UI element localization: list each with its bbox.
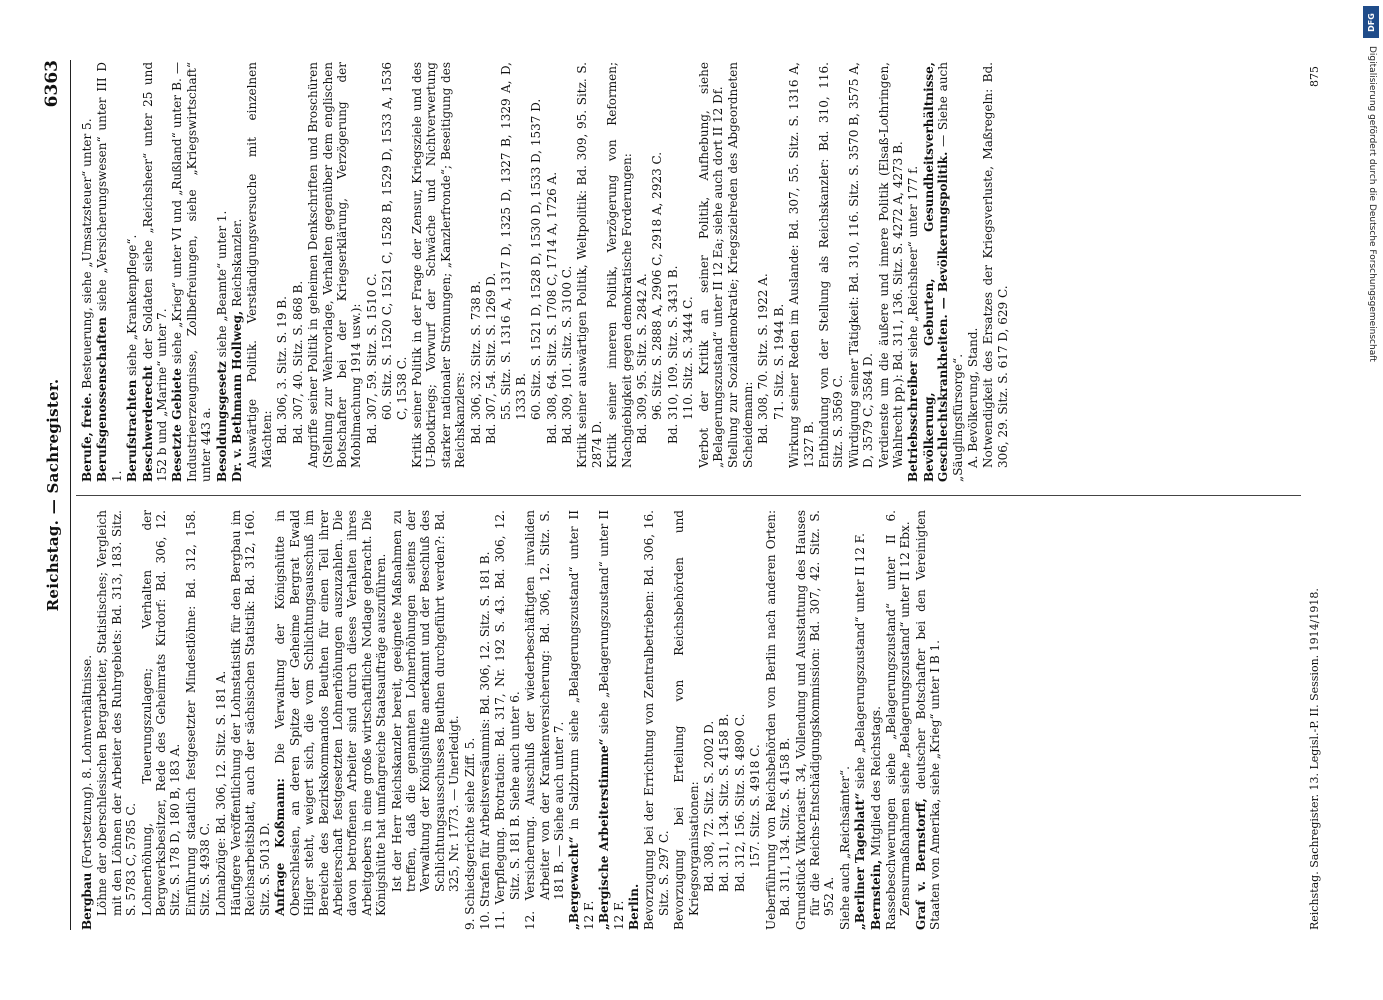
dfg-logo-text: DFG (1366, 12, 1376, 32)
entry-text: Ueberführung von Reichsbehörden von Berlin nach anderen Orten: Bd. 311, 134. Sitz. S. 4158 B. (763, 510, 793, 930)
entry-text: Lohnabzüge: Bd. 306, 12. Sitz. S. 181 A. (213, 670, 228, 916)
index-entry (717, 510, 731, 930)
entry-text: Ist der Herr Reichskanzler bereit, geeignete Maßnahmen zu treffen, daß die genannten Lohnerhöhungen seitens der Verwaltung der Königshütte anerkannt und der Beschluß des Schlichtungsausschusses Beuthen durchgeführt werden?: Bd. 325, Nr. 1773. — Unerledigt. (389, 510, 462, 892)
index-entry (702, 510, 716, 930)
index-entry (275, 62, 289, 482)
entry-keyword: „Berliner Tageblatt“ (853, 792, 868, 930)
entry-text: siehe „Versicherungswesen“ unter III D 1. (95, 62, 124, 482)
index-entry (184, 510, 213, 930)
entry-text: Kritik seiner Politik in der Frage der Zensur, Kriegsziele und des U-Bootkriegs; Vorwurf der Schwäche und Nichtverwertung starker nationaler Strömungen; „Kanzlerfronde“; Beseitigung des Reichskanzlers: (409, 62, 468, 468)
entry-text: 60. Sitz. S. 1521 D, 1528 D, 1530 D, 1533 D, 1537 D. (529, 98, 544, 420)
column-divider (76, 495, 1301, 496)
entry-text: Die Verwaltung der Königshütte in Oberschlesien, an deren Spitze der Geheime Bergrat Ewald Hilger steht, weigert sich, die vom Schlichtungsausschuß im Bereiche des Bezirkskommandos Beuthen für einen Teil ihrer Arbeiterschaft festgesetzten Lohnerhöhungen auszuzahlen. Die davon betroffenen Arbeiter sind durch dieses Verhalten ihres Arbeitgebers in eine große wirtschaftliche Notlage gebracht. Die Königshütte hat umfangreiche Staatsaufträge auszuführen. (273, 510, 389, 916)
index-entry (390, 510, 462, 930)
entry-text: Einführung staatlich festgesetzter Mindestlöhne: Bd. 312, 158. Sitz. S. 4938 C. (183, 510, 213, 916)
entry-text: Notwendigkeit des Ersatzes der Kriegsverluste, Maßregeln: Bd. 306, 29. Sitz. S. 617 D, 629 C. (981, 62, 1010, 468)
entry-text: Bd. 307, 54. Sitz. S. 1269 D. (483, 272, 498, 444)
index-entry (125, 62, 139, 482)
index-entry (523, 510, 566, 930)
entry-text: 60. Sitz. S. 1520 C, 1521 C, 1528 B, 1529 D, 1533 A, 1536 C, 1538 C. (380, 62, 409, 420)
index-entry (605, 62, 634, 482)
entry-text: Bd. 312, 156. Sitz. S. 4890 C. (732, 713, 747, 892)
entry-text: Auswärtige Politik. Verständigungsversuche mit einzelnen Mächten: (245, 62, 274, 468)
entry-text: siehe „Belagerungszustand“ unter II 12 F. (597, 510, 626, 930)
left-column (80, 510, 944, 930)
entry-keyword: Betriebsschreiber (906, 361, 921, 482)
entry-keyword: Berufsgenossenschaften (95, 317, 110, 482)
running-title: Reichstag. — Sachregister. (44, 378, 62, 612)
entry-text: Bd. 307, 40. Sitz. S. 868 B. (290, 280, 305, 444)
entry-text: Bd. 308, 72. Sitz. S. 2002 D. (702, 720, 717, 892)
footer-series: Reichstag. Sachregister. 13. Legisl.-P. II. Session. 1914/1918. (1308, 588, 1321, 930)
entry-keyword: Graf v. Bernstorff, (913, 798, 928, 930)
index-entry (906, 62, 920, 482)
index-entry (484, 62, 498, 482)
entry-text: Kritik seiner auswärtigen Politik, Weltpolitik: Bd. 309, 95. Sitz. S. 2874 D. (575, 62, 604, 468)
entry-text: Mitglied des Reichstags. (868, 706, 883, 860)
index-entry (575, 62, 604, 482)
entry-text: Bd. 306, 3. Sitz. S. 19 B. (275, 296, 290, 444)
index-entry (80, 62, 94, 482)
entry-keyword: Berufe, freie. (80, 392, 94, 482)
index-entry (981, 62, 1010, 482)
entry-text: siehe „Krankenpflege“. (125, 234, 140, 380)
entry-text: Siehe auch „Reichsämter“. (837, 766, 852, 930)
entry-text: siehe „Krieg“ unter VI und „Rußland“ unter B. — Industrieerzeugnisse, Zollbefreiungen, siehe „Kriegswirtschaft“ unter 443 a. (170, 62, 214, 482)
entry-keyword: Besoldungsgesetz (214, 361, 229, 482)
entry-text: 10. Strafen für Arbeitsversäumnis: Bd. 306, 12. Sitz. S. 181 B. (477, 551, 492, 930)
index-entry (529, 62, 543, 482)
entry-text: Bevorzugung bei Erteilung von Reichsbehörden und Kriegsorganisationen: (672, 510, 701, 930)
dfg-margin-strip (1363, 6, 1379, 991)
entry-text: Bd. 307, 59. Sitz. S. 1510 C. (364, 273, 379, 444)
index-entry (493, 510, 522, 930)
index-entry (772, 62, 786, 482)
index-entry (748, 510, 762, 930)
entry-text: 12. Versicherung. Ausschluß der wiederbeschäftigten invaliden Arbeiter von der Krankenversicherung: Bd. 306, 12. Sitz. S. 181 B. — Siehe auch unter 7. (523, 510, 566, 930)
index-entry (922, 62, 965, 482)
index-entry (847, 62, 876, 482)
index-entry (215, 62, 229, 482)
entry-keyword: Bergbau (80, 872, 94, 930)
entry-text: Bd. 306, 32. Sitz. S. 738 B. (468, 280, 483, 444)
index-entry (80, 510, 94, 930)
index-entry (95, 510, 138, 930)
index-entry (499, 62, 528, 482)
entry-text: Wirkung seiner Reden im Auslande: Bd. 307, 55. Sitz. S. 1316 A, 1327 B. (787, 62, 816, 468)
index-entry (170, 62, 213, 482)
entry-keyword: „Bergische Arbeiterstimme“ (597, 738, 612, 930)
page-header (40, 60, 68, 930)
footer-number: 875 (1308, 66, 1321, 87)
entry-keyword: Anfrage Koßmann: (273, 778, 288, 916)
entry-keyword: Beschwerderecht (140, 365, 155, 482)
index-entry (756, 62, 770, 482)
index-entry (635, 62, 649, 482)
entry-text: — Siehe auch „Säuglingsfürsorge“. (936, 62, 965, 482)
index-entry (597, 510, 626, 930)
index-entry (672, 510, 701, 930)
index-entry (229, 510, 272, 930)
index-entry (787, 62, 816, 482)
entry-text: Grundstück Viktoriastr. 34, Vollendung und Ausstattung des Hauses für die Reichs-Entschädigungskommission: Bd. 307, 42. Sitz. S. 952 A. (793, 510, 837, 930)
entry-text: Häufigere Veröffentlichung der Lohnstatistik für den Bergbau im Reichsarbeitsblatt, auch der sächsischen Statistik: Bd. 312, 160. Sitz. S. 5013 D. (229, 510, 272, 916)
index-entry (817, 62, 846, 482)
entry-text: siehe „Beamte“ unter 1. (214, 210, 229, 362)
page-content (40, 60, 1330, 930)
index-entry (463, 510, 477, 930)
index-entry (733, 510, 747, 930)
entry-text: Bd. 310, 109. Sitz. S. 3431 B. (665, 265, 680, 444)
index-entry (380, 62, 409, 482)
header-rule (70, 60, 71, 930)
index-entry (140, 510, 183, 930)
index-entry (469, 62, 483, 482)
index-entry (884, 510, 913, 930)
index-entry (478, 510, 492, 930)
index-entry (853, 510, 867, 930)
entry-text: Verbot der Kritik an seiner Politik, Aufhebung, siehe „Belagerungszustand“ unter II 12 Ea; siehe auch dort II 12 Df. (696, 62, 726, 468)
index-entry (365, 62, 379, 482)
index-entry (764, 510, 793, 930)
index-entry (306, 62, 364, 482)
entry-keyword: „Bergewacht“ (567, 836, 582, 930)
entry-text: Würdigung seiner Tätigkeit: Bd. 310, 116. Sitz. S. 3570 B, 3575 A, D, 3579 C, 3584 D. (846, 62, 876, 468)
index-entry (627, 510, 641, 930)
entry-text: siehe „Reichsheer“ unter 177 f. (906, 165, 921, 362)
entry-text: Stellung zur Sozialdemokratie; Kriegszielreden des Abgeordneten Scheidemann: (726, 62, 755, 468)
index-entry (95, 62, 124, 482)
index-entry (666, 62, 680, 482)
entry-keyword: Bevölkerung, Geburten, Gesundheitsverhältnisse, Geschlechtskrankheiten. — Bevölkerungspolitik. (921, 62, 951, 482)
entry-text: Entbindung von der Stellung als Reichskanzler: Bd. 310, 116. Sitz. S. 3569 C. (816, 62, 846, 468)
entry-keyword: Berlin. (627, 883, 642, 930)
index-entry (291, 62, 305, 482)
entry-text: A. Bevölkerung, Stand. (965, 327, 980, 468)
index-entry (966, 62, 980, 482)
entry-keyword: Berufstrachten (125, 379, 140, 482)
index-entry (545, 62, 559, 482)
page-number: 6363 (42, 60, 62, 108)
index-entry (214, 510, 228, 930)
index-entry (794, 510, 837, 930)
entry-text: siehe „Belagerungszustand“ unter II 12 F. (853, 533, 868, 793)
index-entry (681, 62, 695, 482)
index-entry (726, 62, 755, 482)
entry-text: der Soldaten siehe „Reichsheer“ unter 25 und 152 b und „Marine“ unter 7. (140, 62, 170, 482)
entry-text: 157. Sitz. S. 4918 C. (748, 744, 763, 868)
entry-text: 11. Verpflegung. Brotration: Bd. 317, Nr. 192 S. 43. Bd. 306, 12. Sitz. S. 181 B. Siehe auch unter 6. (493, 510, 522, 930)
entry-keyword: Besetzte Gebiete (170, 368, 185, 482)
entry-text: 71. Sitz. S. 1944 B. (771, 303, 786, 420)
dfg-logo (1363, 6, 1379, 38)
index-entry (642, 510, 671, 930)
entry-text: Besteuerung, siehe „Umsatzsteuer“ unter 5. (80, 118, 94, 393)
entry-text: 110. Sitz. S. 3444 C. (681, 296, 696, 420)
entry-text: Bd. 309, 101. Sitz. S. 3100 C. (560, 265, 574, 444)
entry-text: deutscher Botschafter bei den Vereinigten Staaten von Amerika, siehe „Krieg“ unter I B 1. (913, 510, 943, 930)
index-entry (273, 510, 388, 930)
index-entry (410, 62, 468, 482)
entry-text: Bd. 311, 134. Sitz. S. 4158 B. (717, 713, 732, 892)
entry-text: Bd. 308, 64. Sitz. S. 1708 C, 1714 A, 1726 A. (544, 171, 559, 444)
entry-text: (Fortsetzung). 8. Lohnverhältnisse. (80, 654, 94, 873)
entry-text: Bevorzugung bei der Errichtung von Zentralbetrieben: Bd. 306, 16. Sitz. S. 297 C. (642, 510, 671, 930)
entry-text: Lohnerhöhung, Teuerungszulagen; Verhalten der Bergwerksbesitzer, Rede des Geheimrats Kirdorf: Bd. 306, 12. Sitz. S. 178 D, 180 B, 183 A. (139, 510, 183, 916)
entry-text: Angriffe seiner Politik in geheimen Denkschriften und Broschüren (Stellung zur Wehrvorlage, Verhalten gegenüber dem englischen Botschafter bei der Kriegserklärung, Verzögerung der Mobilmachung 1914 usw.): (306, 62, 364, 468)
entry-text: Löhne der oberschlesischen Bergarbeiter, Statistisches; Vergleich mit den Löhnen der Arbeiter des Ruhrgebiets: Bd. 313, 183. Sitz. S. 5783 C, 5785 C. (95, 510, 139, 916)
index-entry (877, 62, 906, 482)
entry-keyword: Dr. v. Bethmann Hollweg, (230, 310, 245, 482)
entry-text: Bd. 309, 95. Sitz. S. 2842 A. (635, 273, 650, 444)
entry-keyword: Bernstein, (868, 859, 883, 930)
dfg-credit-text: Digitalisierung gefördert durch die Deutsche Forschungsgemeinschaft (1367, 46, 1377, 362)
index-entry (230, 62, 244, 482)
entry-text: Reichskanzler. (230, 218, 245, 311)
index-entry (869, 510, 883, 930)
index-entry (838, 510, 852, 930)
index-entry (650, 62, 664, 482)
index-entry (245, 62, 274, 482)
entry-text: Rassebeschwerungen siehe „Belagerungszustand“ unter II 6. Zensurmaßnahmen siehe „Belagerungszustand“ unter II 12 Ebx. (883, 510, 913, 930)
index-entry (567, 510, 596, 930)
entry-text: Kritik seiner inneren Politik, Verzögerung von Reformen; Nachgiebigkeit gegen demokratische Forderungen: (605, 62, 634, 468)
right-column (80, 62, 1011, 482)
index-entry (141, 62, 170, 482)
entry-text: in Salzbrunn siehe „Belagerungszustand“ unter II 12 F. (567, 510, 596, 930)
index-entry (697, 62, 726, 482)
entry-text: 55. Sitz. S. 1316 A, 1317 D, 1325 D, 1327 B, 1329 A, D, 1333 B. (499, 62, 528, 420)
entry-text: 9. Schiedsgerichte siehe Ziff. 5. (462, 737, 477, 930)
index-entry (914, 510, 943, 930)
entry-text: 96. Sitz. S. 2888 A, 2906 C, 2918 A, 2923 C. (650, 151, 665, 420)
index-entry (560, 62, 574, 482)
entry-text: Bd. 308, 70. Sitz. S. 1922 A. (756, 273, 771, 444)
entry-text: Verdienste um die äußere und innere Politik (Elsaß-Lothringen, Wahlrecht pp.): Bd. 311, 136. Sitz. S. 4272 A, 4273 B. (876, 62, 905, 468)
